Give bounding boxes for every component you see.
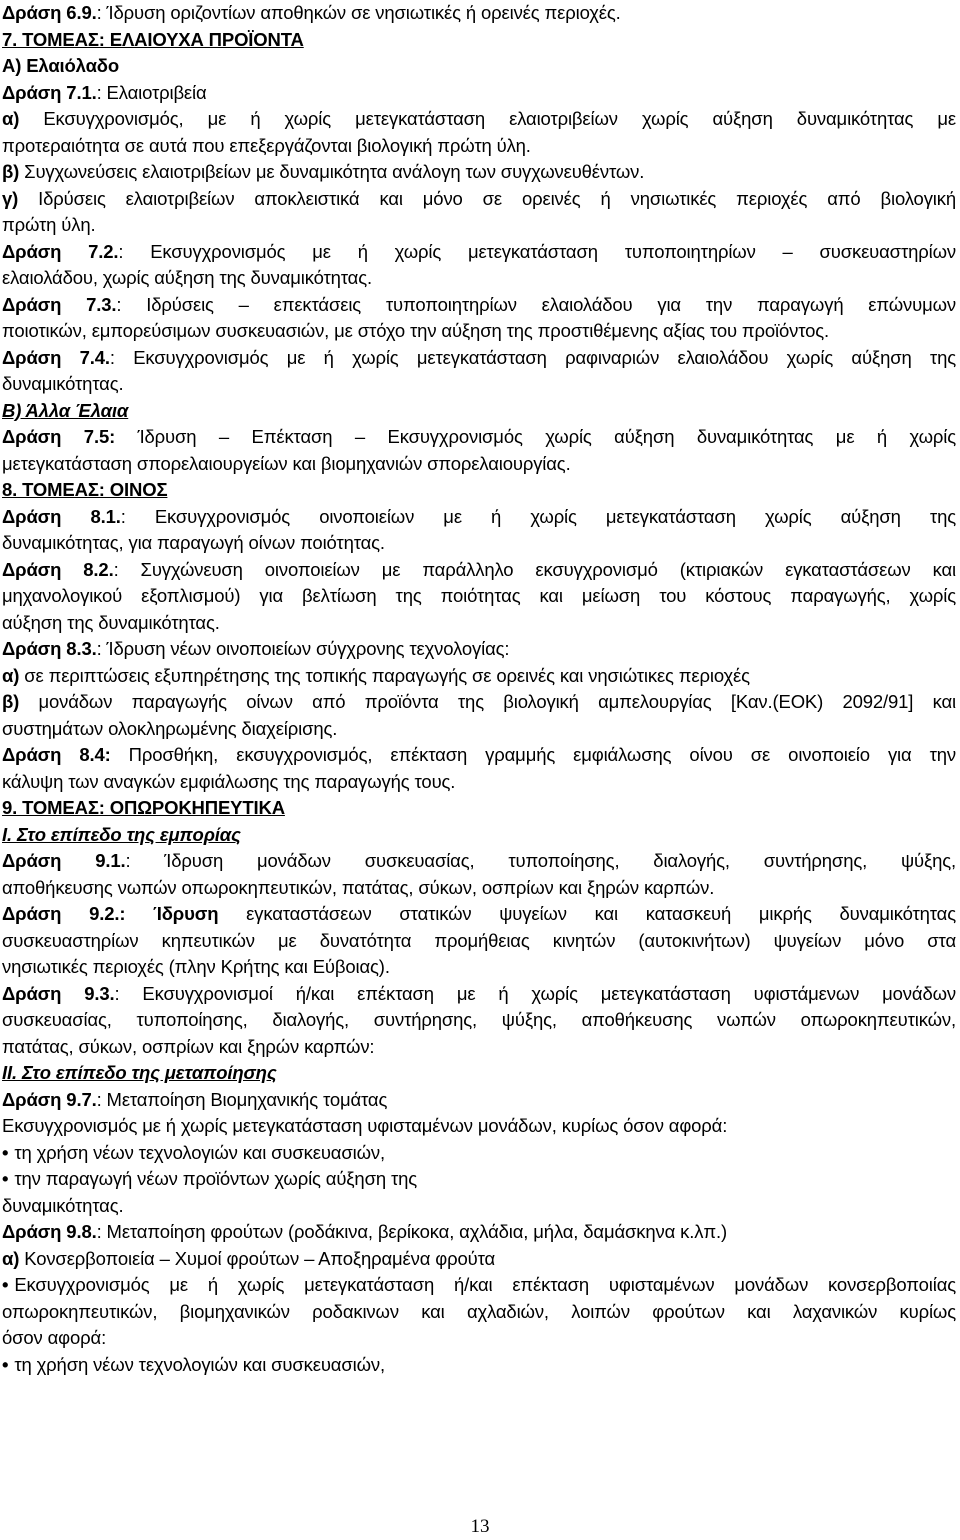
item-b — [2, 159, 956, 186]
action-9-1-line-1 — [2, 848, 956, 875]
action-8-4-line-1 — [2, 742, 956, 769]
action-8-2-line-3: αύξηση της δυναμικότητας. — [2, 611, 220, 633]
item-text: Ιδρύσεις ελαιοτριβείων αποκλειστικά και μόνο σε ορεινές ή νησιωτικές περιοχές από βιολογική — [38, 187, 956, 209]
action-text: : Ελαιοτριβεία — [96, 81, 207, 103]
item-label: α) — [2, 1247, 20, 1269]
action-9-2-line-1 — [2, 901, 956, 928]
bullet-text: την παραγωγή νέων προϊόντων χωρίς αύξηση της — [14, 1168, 418, 1189]
item-c-line-2: πρώτη ύλη. — [2, 214, 96, 235]
item-text: μονάδων παραγωγής οίνων από προϊόντα της βιολογική αμπελουργίας [Καν.(ΕΟΚ) 2092/91] και — [19, 691, 956, 712]
action-text: : Ίδρυση οριζοντίων αποθηκών σε νησιωτικές ή ορεινές περιοχές. — [96, 2, 621, 23]
action-text: : Εκσυγχρονισμός οινοποιείων με ή χωρίς μετεγκατάσταση χωρίς αύξηση της — [120, 505, 956, 527]
action-heading: Δράση 9.3. — [2, 982, 115, 1004]
action-heading: Δράση 7.4. — [2, 346, 110, 368]
action-text: Προσθήκη, εκσυγχρονισμός, επέκταση γραμμής εμφιάλωσης οίνου σε οινοποιείο για την — [110, 744, 956, 765]
section-7b-subtitle: Β) Άλλα Έλαια — [2, 399, 129, 421]
section-9-sub-1: Ι. Στο επίπεδο της εμπορίας — [2, 823, 241, 845]
bullet-item — [2, 1166, 956, 1193]
bullet-icon: • — [2, 1274, 9, 1295]
item-label: α) — [2, 664, 20, 686]
item-b-line-2: συστημάτων ολοκληρωμένης διαχείρισης. — [2, 717, 338, 739]
action-heading: Δράση 7.3. — [2, 293, 117, 315]
document-body — [2, 0, 956, 1378]
item-c-line-1 — [2, 186, 956, 213]
action-7-2-line-1 — [2, 239, 956, 266]
action-8-4-line-2: κάλυψη των αναγκών εμφιάλωσης της παραγωγής τους. — [2, 770, 456, 792]
action-8-2-line-2: μηχανολογικού εξοπλισμού) για βελτίωση της ποιότητας και μείωση του κόστους παραγωγής, χωρίς — [2, 585, 956, 606]
action-heading: Δράση 9.1. — [2, 850, 126, 871]
action-heading: Δράση 9.8. — [2, 1221, 97, 1242]
action-text: : Ίδρυση μονάδων συσκευασίας, τυποποίησης, διαλογής, συντήρησης, ψύξης, — [125, 850, 956, 871]
action-9-2-line-3: νησιωτικές περιοχές (πλην Κρήτης και Εύβοιας). — [2, 956, 390, 977]
item-a-line-1 — [2, 106, 956, 133]
action-7-2-line-2: ελαιολάδου, χωρίς αύξηση της δυναμικότητας. — [2, 267, 372, 288]
action-text: Ίδρυση – Επέκταση – Εκσυγχρονισμός χωρίς αύξηση δυναμικότητας με ή χωρίς — [115, 426, 956, 447]
bullet-item — [2, 1140, 956, 1167]
action-6-9 — [2, 0, 956, 27]
action-8-3 — [2, 636, 956, 663]
bullet-item-line-1 — [2, 1272, 956, 1299]
item-text: Κονσερβοποιεία – Χυμοί φρούτων – Αποξηραμένα φρούτα — [19, 1247, 496, 1269]
item-a — [2, 663, 956, 690]
action-9-7-desc: Εκσυγχρονισμός με ή χωρίς μετεγκατάσταση υφισταμένων μονάδων, κυρίως όσον αφορά: — [2, 1115, 728, 1136]
action-heading: Δράση 7.1. — [2, 81, 97, 103]
action-8-1-line-2: δυναμικότητας, για παραγωγή οίνων ποιότητας. — [2, 532, 385, 553]
action-heading: Δράση 8.3. — [2, 638, 97, 659]
item-text: Συγχωνεύσεις ελαιοτριβείων με δυναμικότητα ανάλογη των συγχωνευθέντων. — [24, 161, 645, 182]
action-7-4-line-1 — [2, 345, 956, 372]
action-9-3-line-2: συσκευασίας, τυποποίησης, διαλογής, συντήρησης, ψύξης, αποθήκευσης νωπών οπωροκηπευτικών, — [2, 1009, 956, 1030]
bullet-item — [2, 1352, 956, 1379]
action-8-2-line-1 — [2, 557, 956, 584]
action-9-7 — [2, 1087, 956, 1114]
action-heading: Δράση 9.7. — [2, 1088, 97, 1110]
section-9-title: 9. ΤΟΜΕΑΣ: ΟΠΩΡΟΚΗΠΕΥΤΙΚΑ — [2, 797, 285, 818]
item-label: γ) — [2, 187, 19, 209]
action-text: : Εκσυγχρονισμός με ή χωρίς μετεγκατάσταση τυποποιητηρίων – συσκευαστηρίων — [118, 240, 956, 262]
bullet-icon: • — [2, 1141, 9, 1163]
action-7-5-line-1 — [2, 424, 956, 451]
bullet-text: τη χρήση νέων τεχνολογιών και συσκευασιών, — [14, 1141, 385, 1163]
action-heading: Δράση 8.2. — [2, 558, 114, 580]
action-7-3-line-2: ποιοτικών, εμπορεύσιμων συσκευασιών, με στόχο την αύξηση της προστιθέμενης αξίας του προϊόντος. — [2, 320, 830, 341]
page-number: 13 — [470, 1516, 490, 1537]
bullet-item-line-3: όσον αφορά: — [2, 1327, 107, 1348]
action-7-5-line-2: μετεγκατάσταση σπορελαιουργείων και βιομηχανιών σπορελαιουργίας. — [2, 452, 571, 474]
action-text: : Ιδρύσεις – επεκτάσεις τυποποιητηρίων ελαιολάδου για την παραγωγή επώνυμων — [116, 293, 956, 315]
section-7a-subtitle: Α) Ελαιόλαδο — [2, 55, 120, 76]
section-9-sub-2: ΙΙ. Στο επίπεδο της μεταποίησης — [2, 1062, 277, 1083]
action-heading: Δράση 8.1. — [2, 505, 121, 527]
action-text: : Μεταποίηση Βιομηχανικής τομάτας — [96, 1088, 388, 1110]
action-text: : Εκσυγχρονισμός με ή χωρίς μετεγκατάσταση ραφιναριών ελαιολάδου χωρίς αύξηση της — [109, 346, 956, 368]
action-8-1-line-1 — [2, 504, 956, 531]
action-text: : Μεταποίηση φρούτων (ροδάκινα, βερίκοκα, αχλάδια, μήλα, δαμάσκηνα κ.λπ.) — [96, 1221, 727, 1242]
bullet-icon: • — [2, 1168, 9, 1189]
bullet-item-continuation: δυναμικότητας. — [2, 1194, 124, 1216]
item-b-line-1 — [2, 689, 956, 716]
item-a — [2, 1246, 956, 1273]
action-9-1-line-2: αποθήκευσης νωπών οπωροκηπευτικών, πατάτας, σύκων, οσπρίων και ξηρών καρπών. — [2, 876, 715, 898]
action-heading: Δράση 6.9. — [2, 2, 97, 23]
action-9-3-line-3: πατάτας, σύκων, οσπρίων και ξηρών καρπών: — [2, 1035, 375, 1057]
item-label: β) — [2, 691, 20, 712]
bullet-item-line-2: οπωροκηπευτικών, βιομηχανικών ροδακινων και αχλαδιών, λοιπών φρούτων και λαχανικών κυρίως — [2, 1300, 956, 1322]
action-emphasis: : Ίδρυση — [119, 903, 219, 924]
action-text: εγκαταστάσεων στατικών ψυγείων και κατασκευή μικρής δυναμικότητας — [218, 903, 956, 924]
action-heading: Δράση 7.5: — [2, 426, 116, 447]
action-heading: Δράση 9.2. — [2, 903, 120, 924]
action-9-3-line-1 — [2, 981, 956, 1008]
item-a-line-2: προτεραιότητα σε αυτά που επεξεργάζονται βιολογική πρώτη ύλη. — [2, 134, 531, 156]
section-8-title: 8. ΤΟΜΕΑΣ: ΟΙΝΟΣ — [2, 479, 168, 500]
action-7-4-line-2: δυναμικότητας. — [2, 373, 124, 394]
item-label: α) — [2, 108, 20, 129]
item-text: Εκσυγχρονισμός, με ή χωρίς μετεγκατάσταση ελαιοτριβείων χωρίς αύξηση δυναμικότητας με — [43, 108, 956, 129]
bullet-icon: • — [2, 1353, 9, 1375]
item-text: σε περιπτώσεις εξυπηρέτησης της τοπικής παραγωγής σε ορεινές και νησιώτικες περιοχές — [19, 664, 750, 686]
action-7-1 — [2, 80, 956, 107]
action-heading: Δράση 8.4: — [2, 744, 111, 765]
bullet-text: τη χρήση νέων τεχνολογιών και συσκευασιών, — [14, 1353, 385, 1375]
action-text: : Εκσυγχρονισμοί ή/και επέκταση με ή χωρίς μετεγκατάσταση υφιστάμενων μονάδων — [114, 982, 956, 1004]
action-text: : Συγχώνευση οινοποιείων με παράλληλο εκσυγχρονισμό (κτιριακών εγκαταστάσεων και — [113, 558, 956, 580]
item-label: β) — [2, 161, 20, 182]
action-9-8 — [2, 1219, 956, 1246]
action-heading: Δράση 7.2. — [2, 240, 119, 262]
action-9-2-line-2: συσκευαστηρίων κηπευτικών με δυνατότητα προμήθειας κινητών (αυτοκινήτων) ψυγείων μόνο στα — [2, 929, 956, 951]
bullet-text: Εκσυγχρονισμός με ή χωρίς μετεγκατάσταση ή/και επέκταση υφισταμένων μονάδων κονσερβοποιίας — [14, 1274, 956, 1295]
section-7-title: 7. ΤΟΜΕΑΣ: ΕΛΑΙΟΥΧΑ ΠΡΟΪΟΝΤΑ — [2, 28, 304, 50]
action-text: : Ίδρυση νέων οινοποιείων σύγχρονης τεχνολογίας: — [96, 638, 510, 659]
action-7-3-line-1 — [2, 292, 956, 319]
